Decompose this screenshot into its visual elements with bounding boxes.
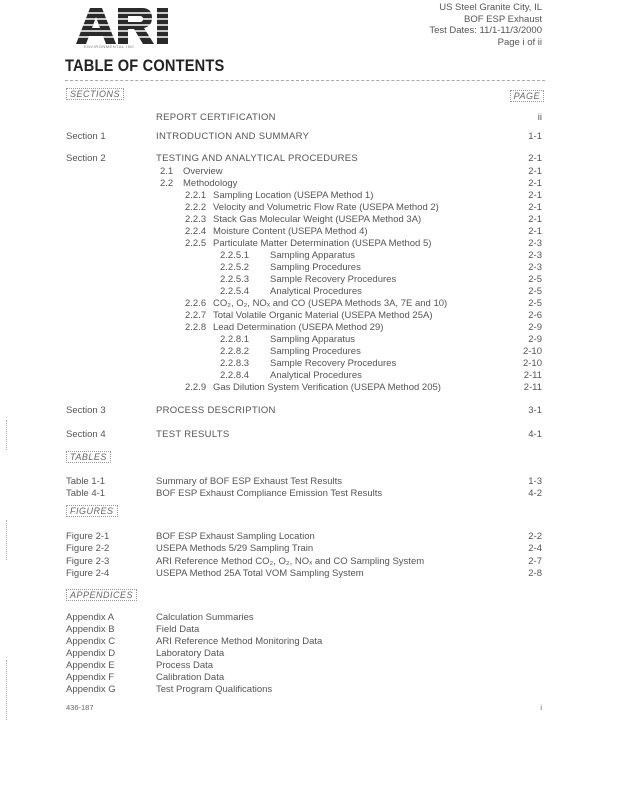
section-page: 2-5	[528, 298, 542, 309]
figure-label: Figure 2-3	[66, 556, 110, 567]
section-title: CO₂, O₂, NOₓ and CO (USEPA Methods 3A, 7E and 10)	[213, 298, 448, 309]
logo-caption: ENVIRONMENTAL INC	[84, 44, 135, 49]
section-title: Sampling Procedures	[270, 262, 361, 273]
section-number: 2.2.5	[185, 238, 207, 249]
logo-text: ARI	[72, 6, 74, 7]
scan-mark	[6, 420, 8, 450]
table-page: 4-2	[528, 488, 542, 499]
section-title: Analytical Procedures	[270, 370, 362, 381]
appendix-label: Appendix F	[66, 672, 115, 683]
figure-title: USEPA Methods 5/29 Sampling Train	[156, 543, 314, 554]
section-title: Sample Recovery Procedures	[270, 358, 397, 369]
figure-title: USEPA Method 25A Total VOM Sampling System	[156, 568, 364, 579]
figure-label: Figure 2-2	[66, 543, 110, 554]
footer-page-number: i	[540, 703, 542, 712]
section-page: 2-9	[528, 322, 542, 333]
table-label: Table 4-1	[66, 488, 106, 499]
table-label: Table 1-1	[66, 476, 106, 487]
section-number: 2.2.5.1	[220, 250, 250, 261]
section-number: 2.2.8.1	[220, 334, 250, 345]
section-title: Sampling Location (USEPA Method 1)	[213, 190, 374, 201]
section-page: 2-1	[528, 153, 542, 164]
section-title: Overview	[183, 166, 223, 177]
figure-page: 2-2	[528, 531, 542, 542]
page-title: TABLE OF CONTENTS	[65, 56, 225, 75]
section-title: Sampling Apparatus	[270, 334, 356, 345]
section-title: Methodology	[183, 178, 238, 189]
section-title: Moisture Content (USEPA Method 4)	[213, 226, 368, 237]
section-number: 2.1	[160, 166, 174, 177]
figures-heading: FIGURES	[66, 505, 118, 517]
divider	[65, 80, 545, 81]
figure-title: BOF ESP Exhaust Sampling Location	[156, 531, 315, 542]
section-page: 2-5	[528, 286, 542, 297]
section-page: 2-3	[528, 262, 542, 273]
section-number: 2.2	[160, 178, 174, 189]
appendix-label: Appendix B	[66, 624, 115, 635]
appendix-label: Appendix E	[66, 660, 115, 671]
section-page: 2-5	[528, 274, 542, 285]
footer-doc-number: 436-187	[66, 703, 94, 712]
header-line-1: US Steel Granite City, IL	[439, 2, 542, 13]
figure-label: Figure 2-1	[66, 531, 110, 542]
appendices-heading: APPENDICES	[66, 589, 137, 601]
section-number: 2.2.8.4	[220, 370, 250, 381]
appendix-title: Calculation Summaries	[156, 612, 254, 623]
appendix-title: Field Data	[156, 624, 200, 635]
section-number: 2.2.8.3	[220, 358, 250, 369]
section-title: Stack Gas Molecular Weight (USEPA Method 3A)	[213, 214, 422, 225]
figure-page: 2-8	[528, 568, 542, 579]
section-title: TEST RESULTS	[156, 429, 230, 440]
section-page: 2-1	[528, 214, 542, 225]
section-page: 2-6	[528, 310, 542, 321]
page-heading: PAGE	[510, 90, 544, 102]
section-number: 2.2.6	[185, 298, 207, 309]
appendix-label: Appendix D	[66, 648, 116, 659]
header-line-4: Page i of ii	[497, 36, 542, 48]
section-label: Section 3	[66, 405, 106, 416]
section-title: Velocity and Volumetric Flow Rate (USEPA Method 2)	[213, 202, 439, 213]
section-page: 2-11	[523, 370, 542, 381]
appendix-title: Laboratory Data	[156, 648, 225, 659]
section-page: 2-1	[528, 190, 542, 201]
section-number: 2.2.2	[185, 202, 207, 213]
section-page: 3-1	[528, 405, 542, 416]
section-page: 2-10	[522, 358, 542, 369]
section-number: 2.2.9	[185, 382, 207, 393]
section-number: 2.2.4	[185, 226, 207, 237]
section-page: ii	[537, 112, 542, 123]
section-title: Gas Dilution System Verification (USEPA Method 205)	[213, 382, 441, 393]
section-number: 2.2.8	[185, 322, 207, 333]
section-title: INTRODUCTION AND SUMMARY	[156, 131, 310, 142]
section-title: REPORT CERTIFICATION	[156, 112, 276, 123]
section-title: Total Volatile Organic Material (USEPA Method 25A)	[213, 310, 433, 321]
section-number: 2.2.5.3	[220, 274, 250, 285]
ari-logo	[72, 6, 172, 46]
table-title: BOF ESP Exhaust Compliance Emission Test Results	[156, 488, 383, 499]
sections-heading: SECTIONS	[66, 88, 124, 100]
section-page: 2-9	[528, 334, 542, 345]
appendix-label: Appendix A	[66, 612, 115, 623]
header-line-2: BOF ESP Exhaust	[464, 13, 542, 25]
section-title: Sampling Apparatus	[270, 250, 356, 261]
figure-label: Figure 2-4	[66, 568, 110, 579]
section-page: 2-3	[528, 250, 542, 261]
section-title: Particulate Matter Determination (USEPA Method 5)	[213, 238, 432, 249]
section-number: 2.2.1	[185, 190, 207, 201]
scan-mark	[6, 520, 8, 560]
section-page: 2-1	[528, 202, 542, 213]
appendix-title: Test Program Qualifications	[156, 684, 273, 695]
section-number: 2.2.7	[185, 310, 207, 321]
header-line-3: Test Dates: 11/1-11/3/2000	[429, 25, 542, 36]
section-number: 2.2.5.2	[220, 262, 250, 273]
section-number: 2.2.8.2	[220, 346, 250, 357]
section-title: Sampling Procedures	[270, 346, 361, 357]
figure-title: ARI Reference Method CO₂, O₂, NOₓ and CO Sampling System	[156, 556, 425, 567]
section-page: 2-1	[528, 226, 542, 237]
section-label: Section 1	[66, 131, 106, 142]
tables-heading: TABLES	[66, 451, 111, 463]
appendix-label: Appendix G	[66, 684, 116, 695]
section-title: Analytical Procedures	[270, 286, 362, 297]
figure-page: 2-7	[528, 556, 542, 567]
table-page: 1-3	[528, 476, 542, 487]
section-page: 1-1	[528, 131, 542, 142]
section-number: 2.2.5.4	[220, 286, 250, 297]
appendix-title: Calibration Data	[156, 672, 225, 683]
section-title: Lead Determination (USEPA Method 29)	[213, 322, 384, 333]
section-number: 2.2.3	[185, 214, 207, 225]
section-label: Section 2	[66, 153, 106, 164]
section-title: PROCESS DESCRIPTION	[156, 405, 276, 416]
table-title: Summary of BOF ESP Exhaust Test Results	[156, 476, 343, 487]
section-page: 2-11	[523, 382, 542, 393]
section-page: 2-1	[528, 178, 542, 189]
appendix-title: Process Data	[156, 660, 214, 671]
report-header	[429, 2, 542, 48]
figure-page: 2-4	[528, 543, 542, 554]
section-page: 4-1	[528, 429, 542, 440]
section-label: Section 4	[66, 429, 106, 440]
section-title: TESTING AND ANALYTICAL PROCEDURES	[156, 153, 359, 164]
appendix-label: Appendix C	[66, 636, 116, 647]
scan-mark	[6, 660, 8, 720]
section-title: Sample Recovery Procedures	[270, 274, 397, 285]
section-page: 2-1	[528, 166, 542, 177]
appendix-title: ARI Reference Method Monitoring Data	[156, 636, 323, 647]
section-page: 2-10	[522, 346, 542, 357]
section-page: 2-3	[528, 238, 542, 249]
